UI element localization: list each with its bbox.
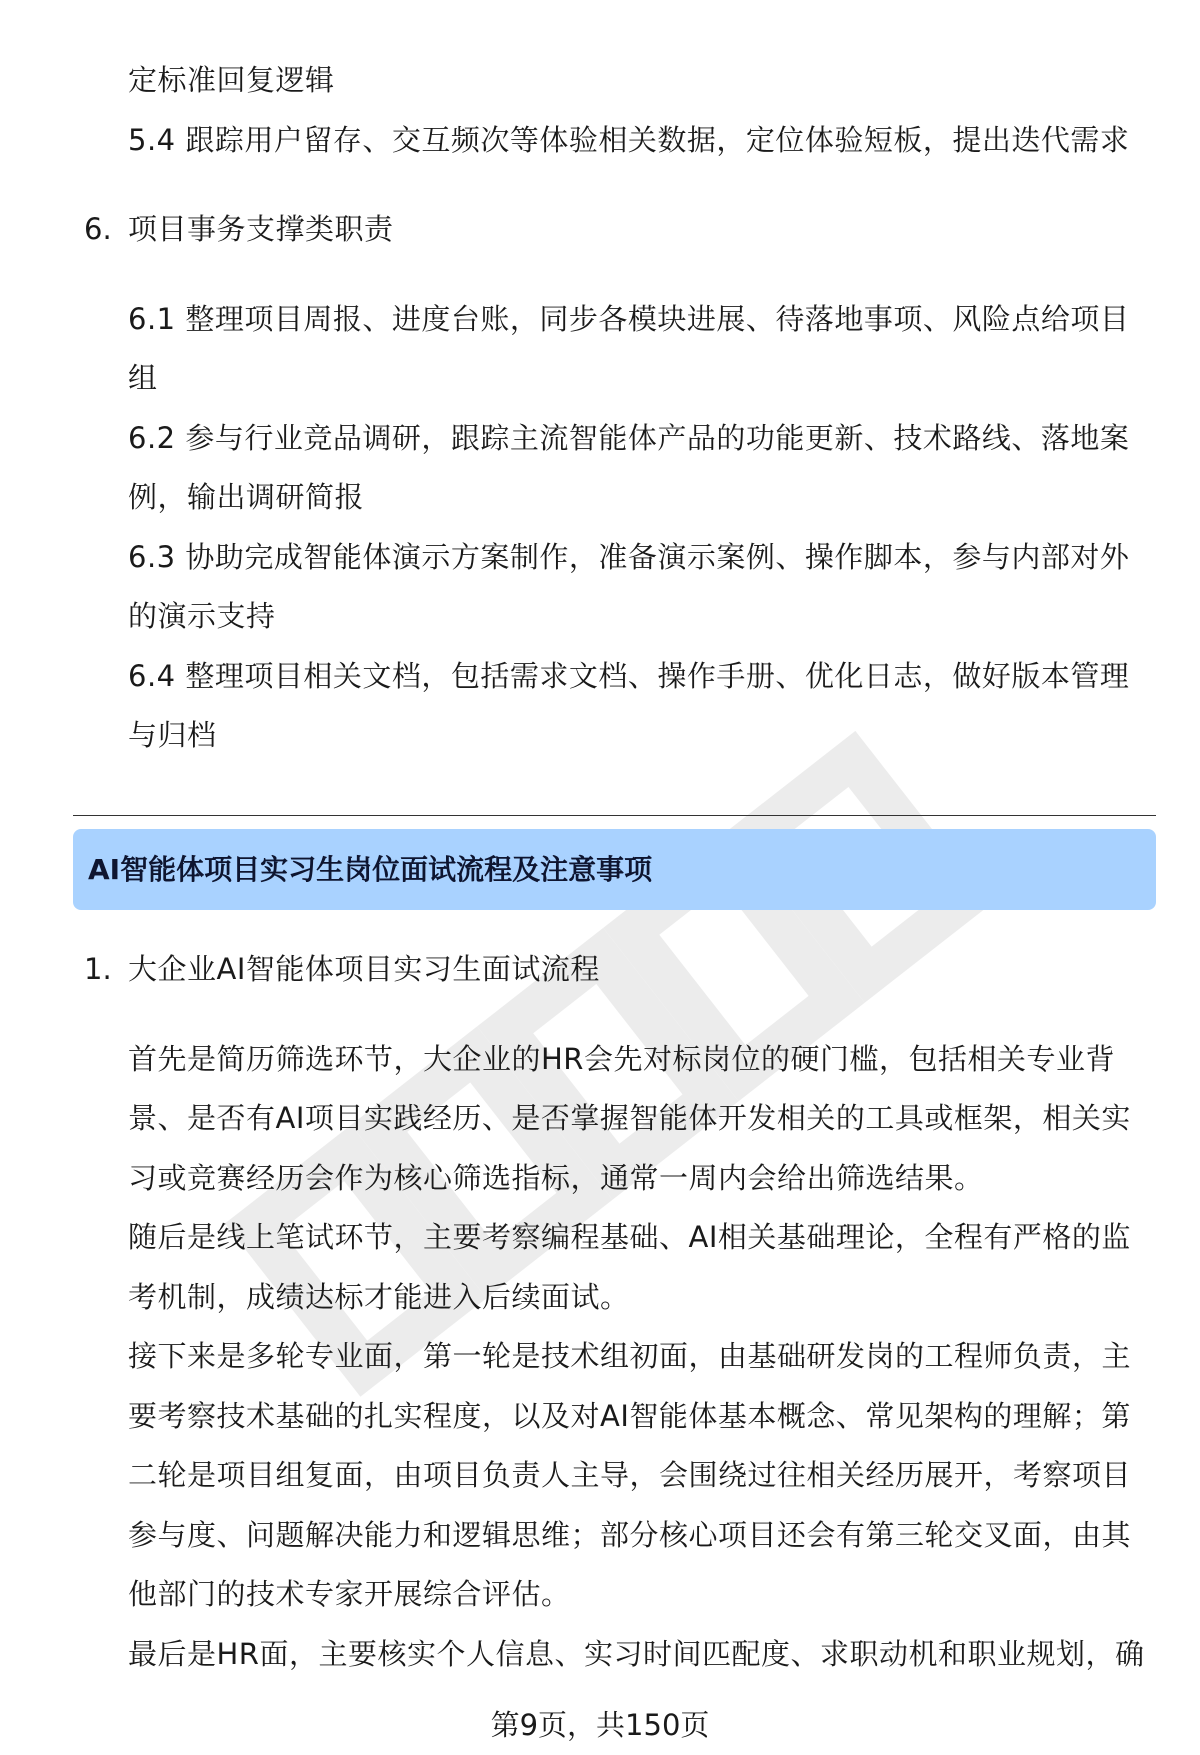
item-6-3-line1: 6.3 协助完成智能体演示方案制作，准备演示案例、操作脚本，参与内部对外 [128, 540, 1130, 574]
item-6-2-line1: 6.2 参与行业竞品调研，跟踪主流智能体产品的功能更新、技术路线、落地案 [128, 421, 1130, 455]
interview-line-7: 要考察技术基础的扎实程度，以及对AI智能体基本概念、常见架构的理解；第 [128, 1399, 1131, 1433]
interview-line-5: 考机制，成绩达标才能进入后续面试。 [128, 1280, 630, 1314]
page-number-footer: 第9页，共150页 [490, 1708, 710, 1742]
interview-line-10: 他部门的技术专家开展综合评估。 [128, 1577, 571, 1611]
section-header-title: AI智能体项目实习生岗位面试流程及注意事项 [88, 853, 653, 886]
section5-continuation: 定标准回复逻辑 [128, 63, 335, 97]
item-6-2-line2: 例，输出调研简报 [128, 480, 365, 514]
section6-title: 项目事务支撑类职责 [128, 212, 394, 246]
section6-number: 6. [84, 212, 112, 246]
interview-line-8: 二轮是项目组复面，由项目负责人主导，会围绕过往相关经历展开，考察项目 [128, 1458, 1132, 1492]
item-5-4: 5.4 跟踪用户留存、交互频次等体验相关数据，定位体验短板，提出迭代需求 [128, 123, 1130, 157]
interview-line-3: 习或竞赛经历会作为核心筛选指标，通常一周内会给出筛选结果。 [128, 1161, 984, 1195]
interview-line-11: 最后是HR面，主要核实个人信息、实习时间匹配度、求职动机和职业规划，确 [128, 1637, 1145, 1671]
interview-title: 大企业AI智能体项目实习生面试流程 [128, 952, 600, 986]
item-6-3-line2: 的演示支持 [128, 599, 276, 633]
interview-line-2: 景、是否有AI项目实践经历、是否掌握智能体开发相关的工具或框架，相关实 [128, 1101, 1131, 1135]
interview-line-1: 首先是简历筛选环节，大企业的HR会先对标岗位的硬门槛，包括相关专业背 [128, 1042, 1115, 1076]
item-6-4-line1: 6.4 整理项目相关文档，包括需求文档、操作手册、优化日志，做好版本管理 [128, 659, 1130, 693]
interview-line-6: 接下来是多轮专业面，第一轮是技术组初面，由基础研发岗的工程师负责，主 [128, 1339, 1132, 1373]
interview-line-4: 随后是线上笔试环节，主要考察编程基础、AI相关基础理论，全程有严格的监 [128, 1220, 1131, 1254]
section-divider [73, 815, 1156, 816]
interview-number: 1. [84, 952, 112, 986]
item-6-4-line2: 与归档 [128, 718, 217, 752]
interview-line-9: 参与度、问题解决能力和逻辑思维；部分核心项目还会有第三轮交叉面，由其 [128, 1518, 1132, 1552]
item-6-1-line2: 组 [128, 361, 158, 395]
item-6-1-line1: 6.1 整理项目周报、进度台账，同步各模块进展、待落地事项、风险点给项目 [128, 302, 1130, 336]
